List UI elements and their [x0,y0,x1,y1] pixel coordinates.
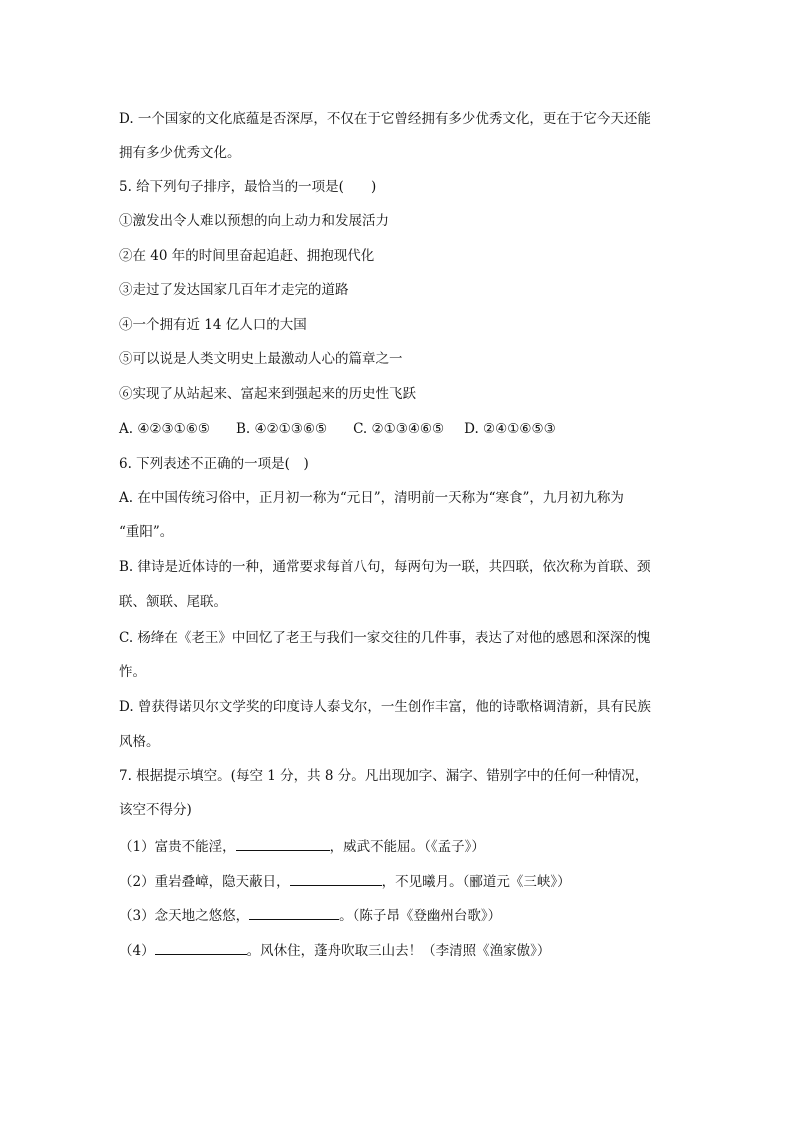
q5-sentence-1: ①激发出令人难以预想的向上动力和发展活力 [119,213,389,229]
q5-option-b: B. ④②①③⑥⑤ [235,421,328,437]
q6-option-c-line2: 怍。 [119,664,146,680]
q5-options [119,419,679,439]
q6-option-b-line2: 联、颔联、尾联。 [119,594,227,610]
q4-option-d-line2: 拥有多少优秀文化。 [119,145,241,161]
q7-item-1-blank[interactable] [236,836,330,851]
q5-question: 5. 给下列句子排序，最恰当的一项是( ) [119,179,377,195]
q6-option-a-line2: “重阳”。 [119,524,174,540]
q7-item-2-blank[interactable] [290,871,382,886]
q5-sentence-4: ④一个拥有近 14 亿人口的大国 [119,317,307,333]
q7-item-4 [119,940,679,961]
q7-item-3 [119,905,679,926]
q5-sentence-3: ③走过了发达国家几百年才走完的道路 [119,282,349,298]
q7-question-line1: 7. 根据提示填空。(每空 1 分，共 8 分。凡出现加字、漏字、错别字中的任何一种情况， [119,768,649,784]
q6-option-b-line1: B. 律诗是近体诗的一种，通常要求每首八句，每两句为一联，共四联，依次称为首联、颈 [119,559,651,575]
q7-item-2 [119,871,679,892]
q7-item-4-pre: （4） [119,943,155,959]
q7-item-2-post: ，不见曦月。（郦道元《三峡》） [381,874,571,890]
q6-option-a-line1: A. 在中国传统习俗中，正月初一称为“元日”，清明前一天称为“寒食”，九月初九称为 [119,490,624,506]
q6-question: 6. 下列表述不正确的一项是( ) [119,456,309,472]
q6-option-c-line1: C. 杨绛在《老王》中回忆了老王与我们一家交往的几件事，表达了对他的感恩和深深的愧 [119,630,651,646]
q5-sentence-2: ②在 40 年的时间里奋起追赶、拥抱现代化 [119,248,375,264]
q7-item-3-blank[interactable] [249,905,339,920]
q7-item-1-post: ，威武不能屈。（《孟子》） [329,839,485,855]
q7-item-4-blank[interactable] [155,940,247,955]
q6-option-d-line2: 风格。 [119,734,160,750]
q5-option-a: A. ④②③①⑥⑤ [119,421,210,437]
q5-sentence-6: ⑥实现了从站起来、富起来到强起来的历史性飞跃 [119,386,416,402]
q7-item-4-post: 。风休住，蓬舟吹取三山去！（李清照《渔家傲》） [246,943,551,959]
q5-sentence-5: ⑤可以说是人类文明史上最激动人心的篇章之一 [119,351,403,367]
q7-item-1 [119,836,679,857]
q7-item-2-pre: （2）重岩叠嶂，隐天蔽日， [119,874,290,890]
q4-option-d-line1: D. 一个国家的文化底蕴是否深厚，不仅在于它曾经拥有多少优秀文化，更在于它今天还能 [119,111,651,127]
q7-item-1-pre: （1）富贵不能淫， [119,839,236,855]
q5-option-c: C. ②①③④⑥⑤ [353,421,445,437]
q5-option-d: D. ②④①⑥⑤③ [464,421,556,437]
q6-option-d-line1: D. 曾获得诺贝尔文学奖的印度诗人泰戈尔，一生创作丰富，他的诗歌格调清新，具有民族 [119,699,651,715]
q7-question-line2: 该空不得分) [119,802,192,818]
q7-item-3-post: 。（陈子昂《登幽州台歌》） [339,908,502,924]
q7-item-3-pre: （3）念天地之悠悠， [119,908,250,924]
